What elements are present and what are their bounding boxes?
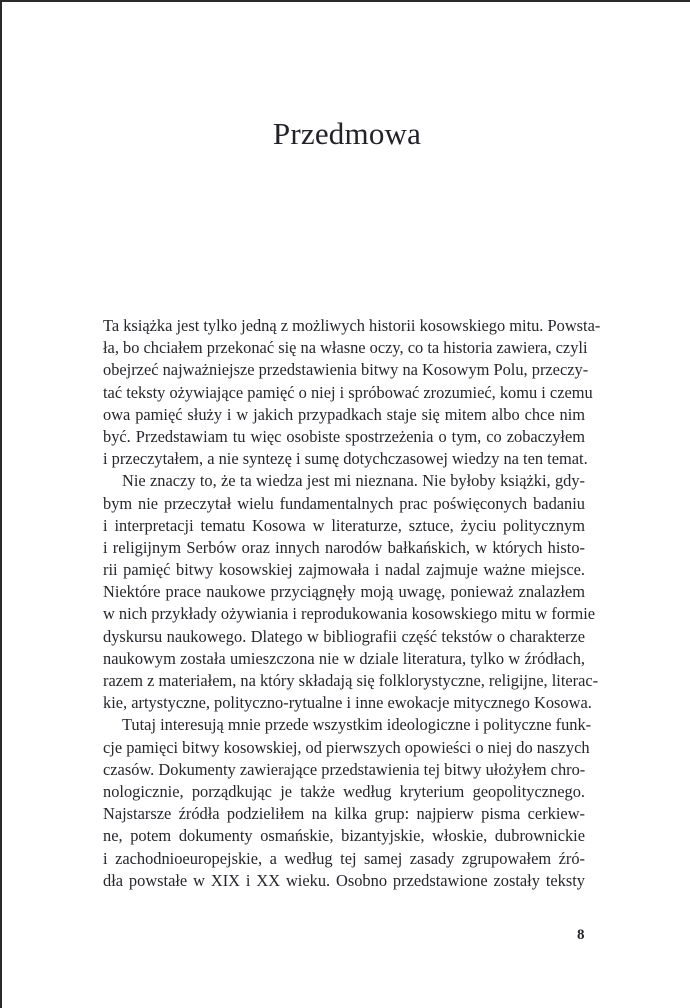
text-line: i zachodnioeuropejskie, a według tej samej zasady zgrupowałem źró- <box>103 848 585 868</box>
text-line: tać teksty ożywiające pamięć o niej i spróbować zrozumieć, komu i czemu <box>103 382 593 402</box>
text-line: Ta książka jest tylko jedną z możliwych historii kosowskiego mitu. Powsta- <box>103 316 601 335</box>
text-line: dła powstałe w XIX i XX wieku. Osobno przedstawione zostały teksty <box>103 870 585 890</box>
text-line: czasów. Dokumenty zawierające przedstawienia tej bitwy ułożyłem chro- <box>103 759 586 779</box>
text-line: i przeczytałem, a nie syntezę i sumę dotychczasowej wiedzy na ten temat. <box>103 449 588 469</box>
text-line: w nich przykłady ożywiania i reprodukowania kosowskiego mitu w formie <box>103 604 596 624</box>
text-line: Tutaj interesują mnie przede wszystkim ideologiczne i polityczne funk- <box>122 715 592 735</box>
text-line: rii pamięć bitwy kosowskiej zajmowała i nadal zajmuje ważne miejsce. <box>103 560 585 580</box>
text-line: być. Przedstawiam tu więc osobiste spostrzeżenia o tym, co zobaczyłem <box>103 426 585 446</box>
text-line: ne, potem dokumenty osmańskie, bizantyjskie, włoskie, dubrownickie <box>103 826 585 846</box>
text-line: nologicznie, porządkując je także według kryterium geopolitycznego. <box>103 781 585 801</box>
text-line: ła, bo chciałem przekonać się na własne oczy, co ta historia zawiera, czyli <box>103 338 588 358</box>
text-line: i religijnym Serbów oraz innych narodów bałkańskich, w których histo- <box>103 537 585 557</box>
text-line: Niektóre prace naukowe przyciągnęły moją uwagę, ponieważ znalazłem <box>103 582 585 602</box>
text-line: Nie znaczy to, że ta wiedza jest mi nieznana. Nie byłoby książki, gdy- <box>122 471 585 491</box>
text-line: kie, artystyczne, polityczno-rytualne i inne ewokacje mitycznego Kosowa. <box>103 693 592 713</box>
text-line: naukowym została umieszczona nie w dziale literatura, tylko w źródłach, <box>103 648 585 668</box>
page-number: 8 <box>577 927 585 943</box>
text-line: Najstarsze źródła podzieliłem na kilka grup: najpierw pisma cerkiew- <box>103 804 585 824</box>
text-line: obejrzeć najważniejsze przedstawienia bitwy na Kosowym Polu, przeczy- <box>103 360 589 380</box>
chapter-title: Przedmowa <box>272 116 422 151</box>
text-line: cje pamięci bitwy kosowskiej, od pierwszych opowieści o niej do naszych <box>103 737 590 757</box>
text-line: i interpretacji tematu Kosowa w literaturze, sztuce, życiu politycznym <box>103 515 585 535</box>
body-text <box>103 315 601 892</box>
text-line: owa pamięć służy i w jakich przypadkach staje się mitem albo chce nim <box>103 404 585 424</box>
text-line: bym nie przeczytał wielu fundamentalnych prac poświęconych badaniu <box>103 493 585 513</box>
text-line: razem z materiałem, na który składają się folklorystyczne, religijne, literac- <box>103 671 599 690</box>
text-line: dyskursu naukowego. Dlatego w bibliografii część tekstów o charakterze <box>103 626 585 646</box>
